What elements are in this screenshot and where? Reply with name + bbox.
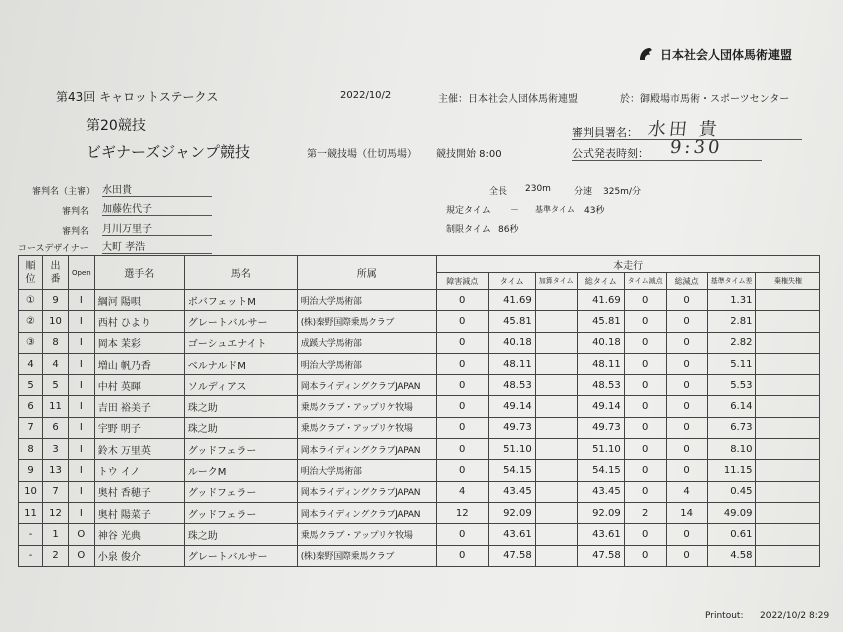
abandon-cell: [756, 332, 820, 353]
time-cell: 49.14: [488, 396, 535, 417]
horse-cell: 珠之助: [184, 417, 297, 438]
rider-cell: 宇野 明子: [94, 417, 184, 438]
base-time-diff-cell: 6.14: [707, 396, 756, 417]
abandon-cell: [756, 353, 820, 374]
abandon-cell: [756, 396, 820, 417]
obstacle-penalty-cell: 0: [436, 311, 488, 332]
total-time-cell: 40.18: [577, 332, 624, 353]
base-time-diff-cell: 1.31: [707, 290, 756, 311]
speed-label: 分速: [574, 187, 593, 197]
total-penalty-cell: 0: [666, 375, 707, 396]
header-added-time: 加算タイム: [535, 273, 577, 290]
rider-cell: 岡本 茉彩: [94, 332, 184, 353]
header-abandon: 棄権失権: [756, 273, 820, 290]
printout-time: 2022/10/2 8:29: [760, 611, 830, 621]
club-cell: 成蹊大学馬術部: [297, 332, 436, 353]
added-time-cell: [535, 311, 577, 332]
added-time-cell: [535, 524, 577, 545]
time-cell: 51.10: [488, 439, 535, 460]
horse-cell: グッドフェラー: [184, 481, 297, 502]
horse-cell: ゴーシュエナイト: [184, 332, 297, 353]
club-cell: 岡本ライディングクラブJAPAN: [297, 375, 436, 396]
table-row: [19, 545, 820, 566]
abandon-cell: [756, 502, 820, 523]
time-penalty-cell: 0: [624, 290, 666, 311]
total-time-cell: 43.61: [577, 524, 624, 545]
draw-number-cell: 8: [43, 332, 69, 353]
course-designer: 大町 孝浩: [102, 238, 212, 254]
total-time-cell: 41.69: [577, 290, 624, 311]
base-time-diff-cell: 2.81: [707, 311, 756, 332]
total-time-cell: 51.10: [577, 439, 624, 460]
obstacle-penalty-cell: 0: [436, 439, 488, 460]
added-time-cell: [535, 396, 577, 417]
draw-number-cell: 3: [43, 439, 69, 460]
draw-number-cell: 1: [43, 524, 69, 545]
event-date: 2022/10/2: [340, 90, 392, 101]
time-cell: 54.15: [488, 460, 535, 481]
draw-number-cell: 6: [43, 417, 69, 438]
base-time-diff-cell: 5.11: [707, 353, 756, 374]
horse-cell: ソルディアス: [184, 375, 297, 396]
total-time-cell: 45.81: [577, 311, 624, 332]
event-venue: 於：御殿場市馬術・スポーツセンター: [620, 94, 790, 105]
total-time-cell: 43.45: [577, 481, 624, 502]
draw-number-cell: 7: [43, 481, 69, 502]
federation-logo: [636, 44, 792, 64]
header-obstacle-penalty: 障害減点: [436, 273, 488, 290]
base-time-diff-cell: 5.53: [707, 375, 756, 396]
time-cell: 48.53: [488, 375, 535, 396]
rank-cell: 6: [19, 396, 43, 417]
obstacle-penalty-cell: 0: [436, 375, 488, 396]
draw-number-cell: 2: [43, 545, 69, 566]
rank-cell: ③: [19, 332, 43, 353]
rank-cell: 11: [19, 502, 43, 523]
time-penalty-cell: 0: [624, 417, 666, 438]
time-cell: 43.45: [488, 481, 535, 502]
rider-cell: 吉田 裕美子: [94, 396, 184, 417]
abandon-cell: [756, 545, 820, 566]
open-cell: I: [69, 353, 95, 374]
base-time-diff-cell: 4.58: [707, 545, 756, 566]
time-cell: 92.09: [488, 502, 535, 523]
total-penalty-cell: 0: [666, 460, 707, 481]
abandon-cell: [756, 460, 820, 481]
time-penalty-cell: 0: [624, 311, 666, 332]
header-club: 所属: [297, 256, 436, 290]
club-cell: 岡本ライディングクラブJAPAN: [297, 439, 436, 460]
table-row: [19, 417, 820, 438]
horse-cell: グッドフェラー: [184, 502, 297, 523]
club-cell: 岡本ライディングクラブJAPAN: [297, 502, 436, 523]
length-label: 全長: [489, 187, 508, 197]
base-time-diff-cell: 0.45: [707, 481, 756, 502]
total-penalty-cell: 0: [666, 353, 707, 374]
open-cell: I: [69, 332, 95, 353]
header-rider: 選手名: [94, 256, 184, 290]
time-penalty-cell: 0: [624, 545, 666, 566]
abandon-cell: [756, 524, 820, 545]
header-time: タイム: [488, 273, 535, 290]
table-row: [19, 332, 820, 353]
base-time: 43秒: [584, 206, 605, 216]
time-cell: 40.18: [488, 332, 535, 353]
club-cell: 乗馬クラブ・アップリケ牧場: [297, 524, 436, 545]
header-open: Open: [69, 256, 95, 290]
rank-cell: 7: [19, 417, 43, 438]
header-total-penalty: 総減点: [666, 273, 707, 290]
time-penalty-cell: 0: [624, 524, 666, 545]
results-table: [18, 255, 820, 567]
draw-number-cell: 5: [43, 375, 69, 396]
base-time-diff-cell: 11.15: [707, 460, 756, 481]
base-time-diff-cell: 2.82: [707, 332, 756, 353]
table-row: [19, 524, 820, 545]
added-time-cell: [535, 353, 577, 374]
club-cell: 明治大学馬術部: [297, 353, 436, 374]
judge-label-1: 審判名: [62, 207, 90, 217]
abandon-cell: [756, 311, 820, 332]
rider-cell: 中村 英暉: [94, 375, 184, 396]
added-time-cell: [535, 439, 577, 460]
header-horse: 馬名: [184, 256, 297, 290]
obstacle-penalty-cell: 0: [436, 524, 488, 545]
obstacle-penalty-cell: 0: [436, 460, 488, 481]
table-row: [19, 375, 820, 396]
total-time-cell: 49.14: [577, 396, 624, 417]
total-penalty-cell: 0: [666, 545, 707, 566]
rider-cell: トウ イノ: [94, 460, 184, 481]
total-penalty-cell: 0: [666, 439, 707, 460]
time-penalty-cell: 0: [624, 481, 666, 502]
rank-cell: 4: [19, 353, 43, 374]
base-time-diff-cell: 0.61: [707, 524, 756, 545]
rank-cell: 9: [19, 460, 43, 481]
table-row: [19, 502, 820, 523]
rider-cell: 増山 帆乃香: [94, 353, 184, 374]
rank-cell: ②: [19, 311, 43, 332]
chief-judge-label: 審判名（主審）: [32, 187, 96, 197]
rider-cell: 鈴木 万里英: [94, 439, 184, 460]
competition-number: 第20競技: [86, 118, 146, 134]
official-time: 9:30: [668, 137, 724, 158]
total-penalty-cell: 0: [666, 417, 707, 438]
table-row: [19, 396, 820, 417]
added-time-cell: [535, 502, 577, 523]
abandon-cell: [756, 481, 820, 502]
horse-cell: グッドフェラー: [184, 439, 297, 460]
club-cell: 乗馬クラブ・アップリケ牧場: [297, 417, 436, 438]
time-penalty-cell: 2: [624, 502, 666, 523]
abandon-cell: [756, 417, 820, 438]
total-penalty-cell: 0: [666, 396, 707, 417]
rank-cell: -: [19, 545, 43, 566]
total-time-cell: 49.73: [577, 417, 624, 438]
club-cell: 乗馬クラブ・アップリケ牧場: [297, 396, 436, 417]
chief-judge: 水田貴: [102, 181, 212, 197]
draw-number-cell: 10: [43, 311, 69, 332]
time-cell: 47.58: [488, 545, 535, 566]
open-cell: O: [69, 524, 95, 545]
header-time-penalty: タイム減点: [624, 273, 666, 290]
total-penalty-cell: 0: [666, 290, 707, 311]
rider-cell: 奥村 陽菜子: [94, 502, 184, 523]
time-limit-label: 制限タイム: [446, 225, 491, 235]
table-row: [19, 290, 820, 311]
official-time-label: 公式発表時刻：: [572, 147, 649, 160]
rider-cell: 小泉 俊介: [94, 545, 184, 566]
open-cell: I: [69, 417, 95, 438]
header-rank: 順位: [19, 256, 43, 290]
added-time-cell: [535, 332, 577, 353]
added-time-cell: [535, 417, 577, 438]
club-cell: (株)秦野国際乗馬クラブ: [297, 311, 436, 332]
time-cell: 49.73: [488, 417, 535, 438]
club-cell: 明治大学馬術部: [297, 460, 436, 481]
open-cell: I: [69, 290, 95, 311]
horse-cell: 珠之助: [184, 396, 297, 417]
time-allowed: －: [510, 206, 520, 216]
time-cell: 41.69: [488, 290, 535, 311]
judge-sign-label: 審判員署名：: [572, 126, 638, 139]
time-limit: 86秒: [498, 225, 519, 235]
header-base-time-diff: 基準タイム差: [707, 273, 756, 290]
obstacle-penalty-cell: 12: [436, 502, 488, 523]
time-cell: 45.81: [488, 311, 535, 332]
total-penalty-cell: 14: [666, 502, 707, 523]
event-host: 主催：日本社会人団体馬術連盟: [438, 94, 578, 105]
obstacle-penalty-cell: 0: [436, 417, 488, 438]
arena: 第一競技場（仕切馬場）: [307, 149, 417, 160]
course-speed: 325m/分: [603, 187, 641, 197]
base-time-diff-cell: 6.73: [707, 417, 756, 438]
header-no: 出番: [43, 256, 69, 290]
table-row: [19, 481, 820, 502]
added-time-cell: [535, 375, 577, 396]
rank-cell: ①: [19, 290, 43, 311]
obstacle-penalty-cell: 0: [436, 332, 488, 353]
added-time-cell: [535, 460, 577, 481]
obstacle-penalty-cell: 0: [436, 545, 488, 566]
open-cell: O: [69, 545, 95, 566]
horse-cell: グレートバルサー: [184, 311, 297, 332]
horse-cell: グレートバルサー: [184, 545, 297, 566]
horse-cell: ベルナルドM: [184, 353, 297, 374]
rank-cell: 8: [19, 439, 43, 460]
total-penalty-cell: 4: [666, 481, 707, 502]
base-time-diff-cell: 49.09: [707, 502, 756, 523]
open-cell: I: [69, 439, 95, 460]
total-time-cell: 47.58: [577, 545, 624, 566]
open-cell: I: [69, 460, 95, 481]
designer-label: コースデザイナー: [18, 244, 89, 254]
total-penalty-cell: 0: [666, 311, 707, 332]
obstacle-penalty-cell: 0: [436, 290, 488, 311]
printout-label: Printout:: [705, 611, 744, 621]
horse-cell: ボバフェットM: [184, 290, 297, 311]
draw-number-cell: 9: [43, 290, 69, 311]
base-time-label: 基準タイム: [535, 205, 575, 214]
abandon-cell: [756, 290, 820, 311]
rank-cell: -: [19, 524, 43, 545]
start-time: 競技開始 8:00: [436, 149, 502, 160]
open-cell: I: [69, 481, 95, 502]
time-penalty-cell: 0: [624, 375, 666, 396]
rider-cell: 西村 ひより: [94, 311, 184, 332]
table-row: [19, 311, 820, 332]
time-cell: 43.61: [488, 524, 535, 545]
header-round: 本走行: [436, 256, 820, 273]
competition-name: ビギナーズジャンプ競技: [86, 143, 250, 161]
horse-logo-icon: [636, 44, 656, 64]
abandon-cell: [756, 439, 820, 460]
time-penalty-cell: 0: [624, 460, 666, 481]
time-penalty-cell: 0: [624, 353, 666, 374]
time-allowed-label: 規定タイム: [446, 206, 491, 216]
judge-1: 加藤佐代子: [102, 200, 212, 216]
rider-cell: 綱河 陽唄: [94, 290, 184, 311]
rank-cell: 10: [19, 481, 43, 502]
table-row: [19, 460, 820, 481]
table-row: [19, 439, 820, 460]
judge-label-2: 審判名: [62, 227, 90, 237]
horse-cell: 珠之助: [184, 524, 297, 545]
draw-number-cell: 12: [43, 502, 69, 523]
obstacle-penalty-cell: 0: [436, 353, 488, 374]
rider-cell: 神谷 光典: [94, 524, 184, 545]
official-time-line: [572, 137, 762, 161]
time-penalty-cell: 0: [624, 439, 666, 460]
open-cell: I: [69, 396, 95, 417]
draw-number-cell: 13: [43, 460, 69, 481]
total-time-cell: 54.15: [577, 460, 624, 481]
total-penalty-cell: 0: [666, 332, 707, 353]
draw-number-cell: 11: [43, 396, 69, 417]
total-time-cell: 48.11: [577, 353, 624, 374]
time-penalty-cell: 0: [624, 332, 666, 353]
base-time-diff-cell: 8.10: [707, 439, 756, 460]
abandon-cell: [756, 375, 820, 396]
club-cell: 岡本ライディングクラブJAPAN: [297, 481, 436, 502]
club-cell: 明治大学馬術部: [297, 290, 436, 311]
added-time-cell: [535, 290, 577, 311]
course-length: 230m: [525, 184, 551, 194]
total-penalty-cell: 0: [666, 524, 707, 545]
table-row: [19, 353, 820, 374]
rider-cell: 奥村 香穂子: [94, 481, 184, 502]
time-penalty-cell: 0: [624, 396, 666, 417]
rank-cell: 5: [19, 375, 43, 396]
total-time-cell: 92.09: [577, 502, 624, 523]
open-cell: I: [69, 375, 95, 396]
judge-2: 月川万里子: [102, 220, 212, 236]
club-cell: (株)秦野国際乗馬クラブ: [297, 545, 436, 566]
draw-number-cell: 4: [43, 353, 69, 374]
open-cell: I: [69, 311, 95, 332]
time-cell: 48.11: [488, 353, 535, 374]
horse-cell: ルークM: [184, 460, 297, 481]
header-total-time: 総タイム: [577, 273, 624, 290]
org-logo-text: 日本社会人団体馬術連盟: [660, 47, 793, 62]
open-cell: I: [69, 502, 95, 523]
obstacle-penalty-cell: 0: [436, 396, 488, 417]
judge-signature: 水田 貴: [646, 119, 721, 140]
obstacle-penalty-cell: 4: [436, 481, 488, 502]
event-title: 第43回 キャロットステークス: [56, 90, 219, 104]
added-time-cell: [535, 545, 577, 566]
total-time-cell: 48.53: [577, 375, 624, 396]
added-time-cell: [535, 481, 577, 502]
